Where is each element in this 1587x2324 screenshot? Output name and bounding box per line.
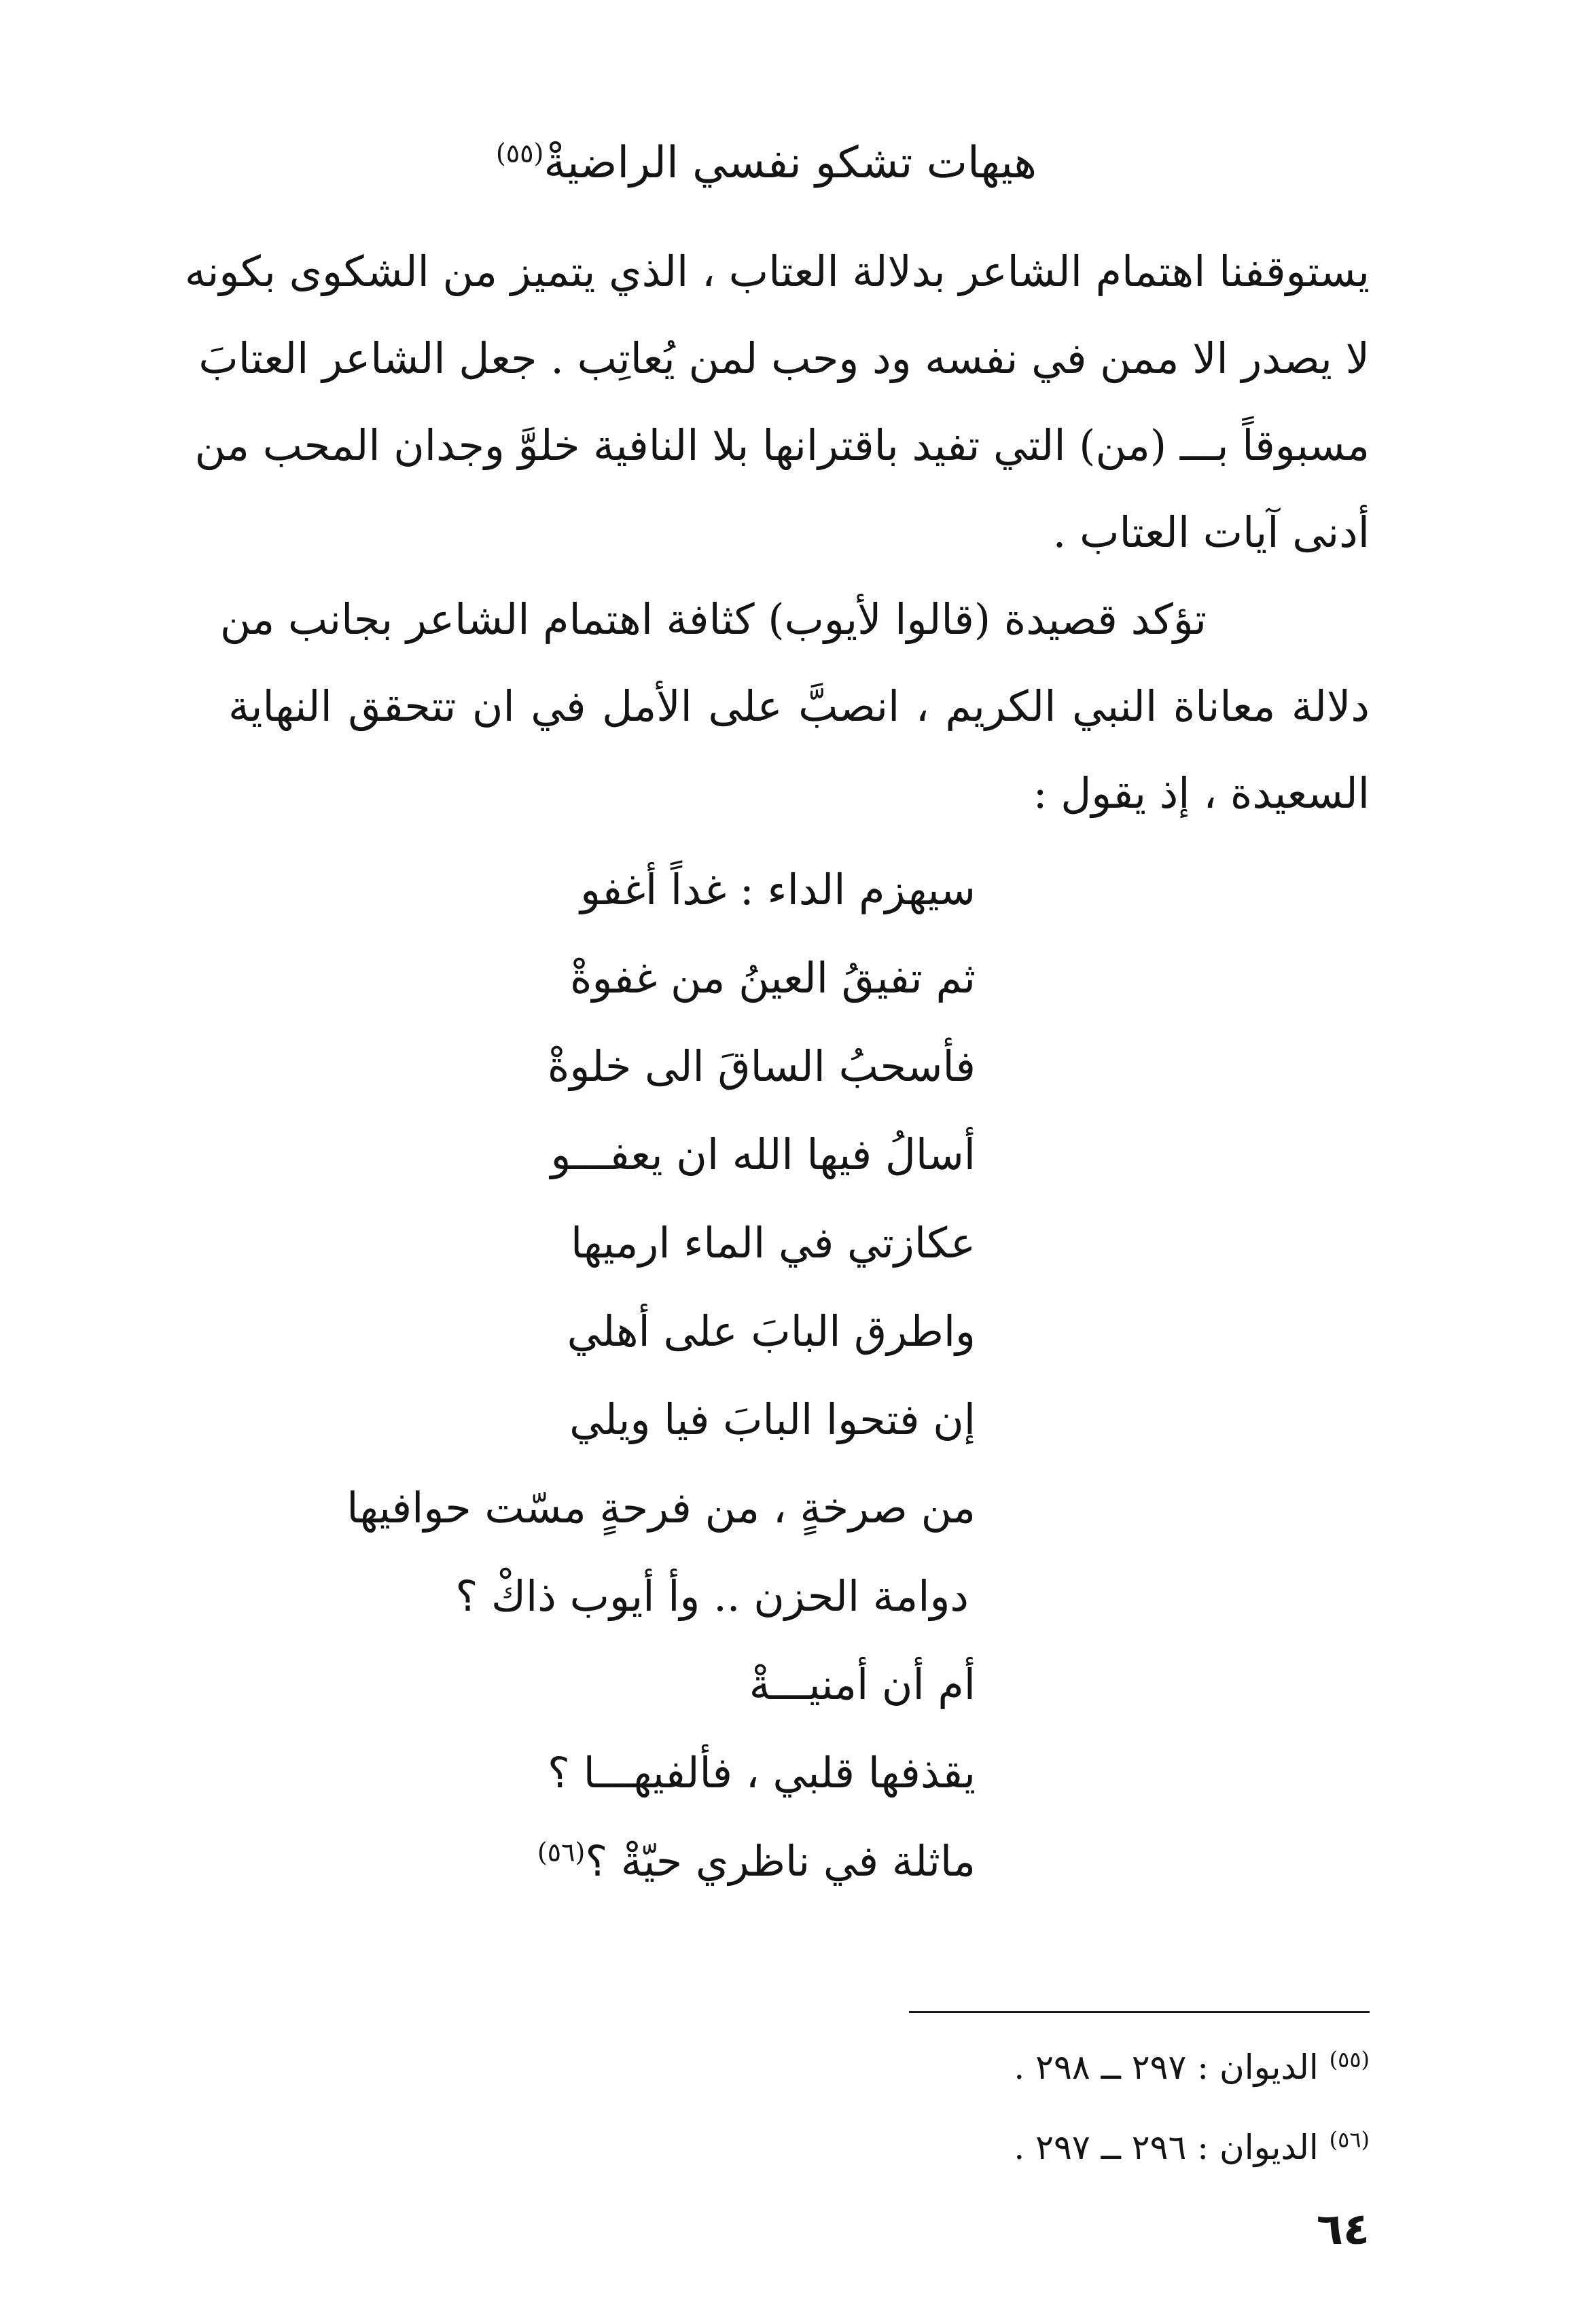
footnote-55-ref: (٥٥) [1329,2046,1370,2073]
footnote-separator [909,2011,1370,2013]
paragraph-2-line-1: تؤكد قصيدة (قالوا لأيوب) كثافة اهتمام الشاعر بجانب من [219,594,1207,644]
poem-line-2: ثم تفيقُ العينُ من غفوةْ [569,953,976,1003]
footnote-ref-55: (٥٥) [495,138,544,168]
paragraph-1-line-1: يستوقفنا اهتمام الشاعر بدلالة العتاب ، الذي يتميز من الشكوى بكونه [184,247,1370,296]
poem-line-1: سيهزم الداء : غداً أغفو [580,865,976,914]
paragraph-1-line-3: مسبوقاً بـــ (من) التي تفيد باقترانها بلا النافية خلوَّ وجدان المحب من [194,421,1370,470]
poem-line-7: إن فتحوا البابَ فيا ويلي [569,1395,976,1444]
poem-line-5: عكازتي في الماء ارميها [571,1218,976,1268]
footnote-ref-56: (٥٦) [537,1837,586,1867]
footnote-55-text: الديوان : ٢٩٧ ــ ٢٩٨ . [1014,2048,1319,2087]
poem-line-9: دوامة الحزن .. وأ أيوب ذاكْ ؟ [455,1571,969,1621]
paragraph-1-line-4: أدنى آيات العتاب . [1052,507,1370,557]
paragraph-2-line-3: السعيدة ، إذ يقول : [1033,768,1370,818]
poem-line-10: أم أن أمنيـــةْ [749,1660,976,1709]
paragraph-1-line-2: لا يصدر الا ممن في نفسه ود وحب لمن يُعاتِب . جعل الشاعر العتابَ [198,334,1370,383]
page-number: ٦٤ [1316,2204,1370,2255]
poem-line-4: أسالُ فيها الله ان يعفـــو [550,1130,976,1179]
section-title [496,136,1037,190]
poem-line-8: من صرخةٍ ، من فرحةٍ مسّت حوافيها [346,1483,976,1533]
footnote-56-text: الديوان : ٢٩٦ ــ ٢٩٧ . [1014,2128,1319,2167]
poem-line-11: يقذفها قلبي ، فألفيهـــا ؟ [547,1748,976,1798]
section-title-text: هيهات تشكو نفسي الراضيةْ [543,138,1037,188]
poem-line-12-text: ماثلة في ناظري حيّةْ ؟ [585,1836,976,1886]
footnote-56-ref: (٥٦) [1329,2126,1370,2153]
paragraph-2-line-2: دلالة معاناة النبي الكريم ، انصبَّ على الأمل في ان تتحقق النهاية [228,681,1370,731]
poem-line-3: فأسحبُ الساقَ الى خلوةْ [547,1041,976,1091]
footnote-56 [1014,2125,1370,2170]
footnote-55 [1014,2045,1370,2090]
poem-line-12 [537,1834,976,1889]
poem-line-6: واطرق البابَ على أهلي [567,1306,976,1356]
